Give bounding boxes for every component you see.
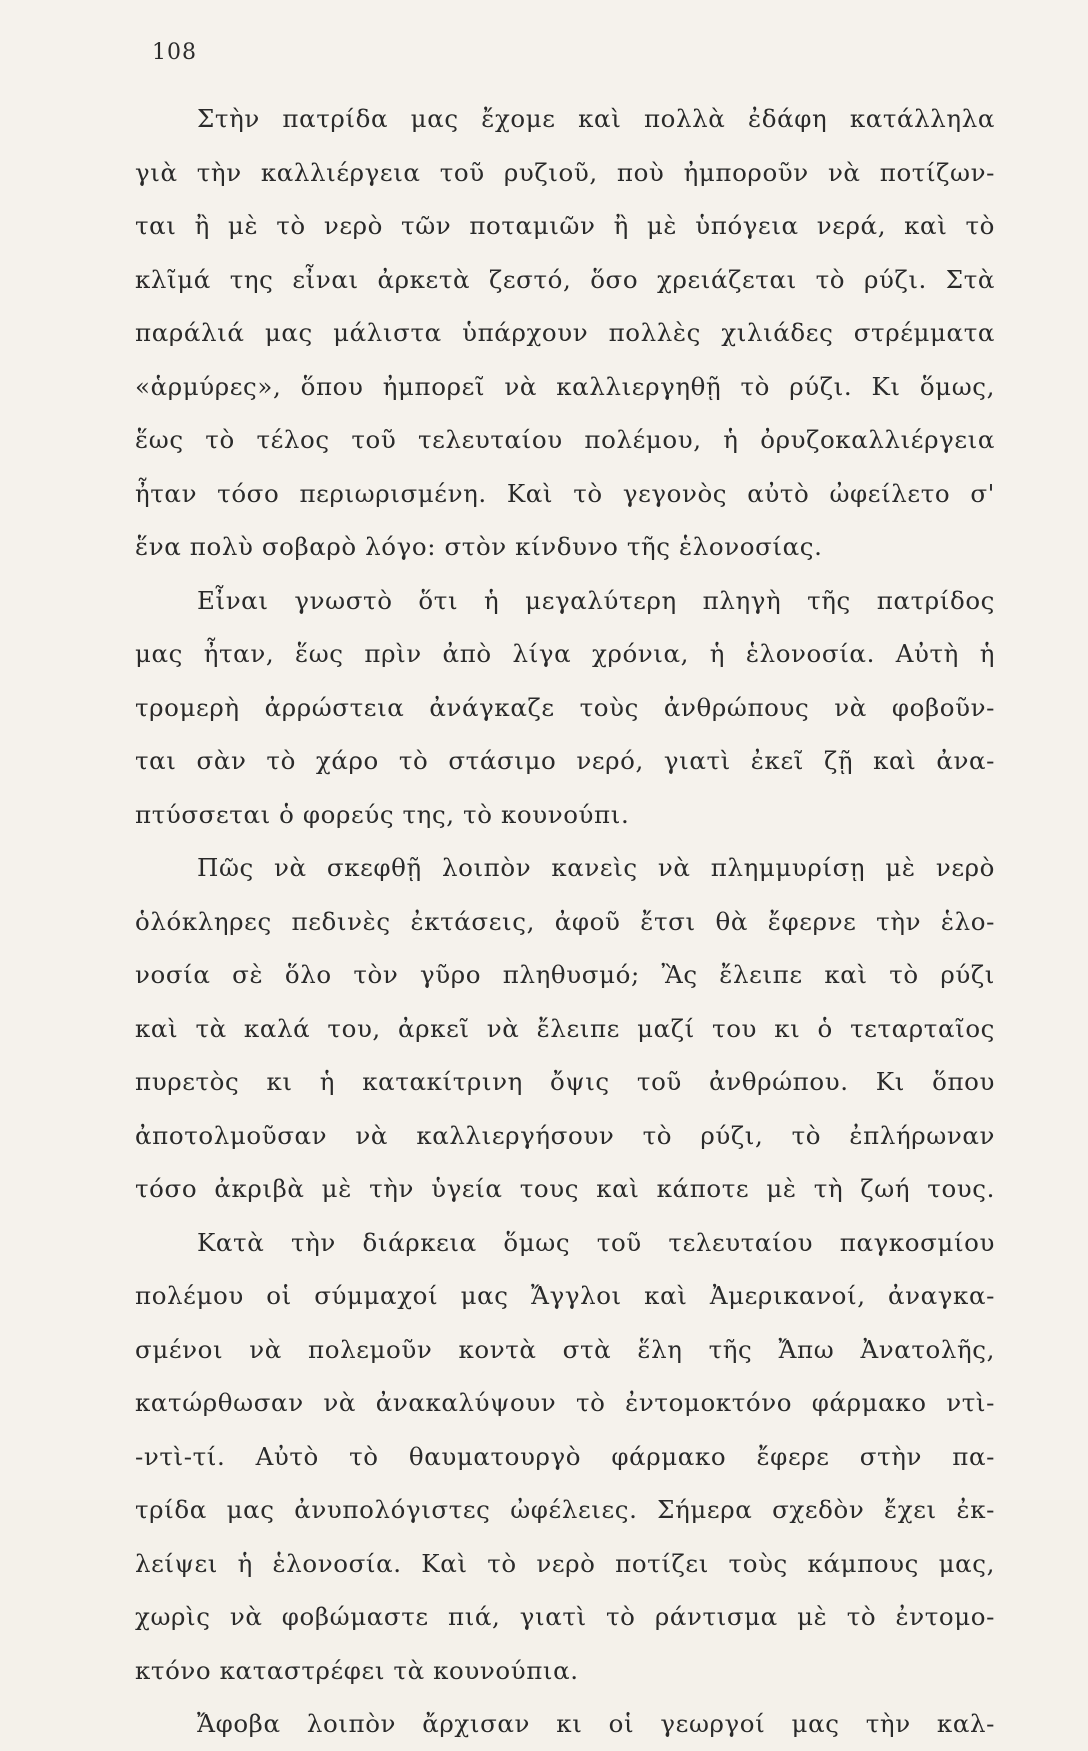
paragraph-first-line: Ἄφοβα λοιπὸν ἄρχισαν κι οἱ γεωργοί μας τὴν καλ- (197, 1709, 995, 1738)
text-line: καὶ τὰ καλά του, ἀρκεῖ νὰ ἔλειπε μαζί του κι ὁ τεταρταῖος (135, 1013, 995, 1043)
text-line: τόσο ἀκριβὰ μὲ τὴν ὑγεία τους καὶ κάποτε μὲ τὴ ζωή τους. (135, 1174, 995, 1203)
text-line: λείψει ἡ ἑλονοσία. Καὶ τὸ νερὸ ποτίζει τοὺς κάμπους μας, (135, 1548, 995, 1578)
text-line: νοσία σὲ ὅλο τὸν γῦρο πληθυσμό; Ἂς ἔλειπε καὶ τὸ ρύζι (135, 960, 995, 989)
text-line: ὁλόκληρες πεδινὲς ἐκτάσεις, ἀφοῦ ἔτσι θὰ ἔφερνε τὴν ἑλο- (135, 906, 995, 936)
text-line: τρίδα μας ἀνυπολόγιστες ὠφέλειες. Σήμερα σχεδὸν ἔχει ἐκ- (135, 1495, 995, 1524)
paragraph-first-line: Στὴν πατρίδα μας ἔχομε καὶ πολλὰ ἐδάφη κατάλληλα (197, 104, 995, 133)
text-line: ται σὰν τὸ χάρο τὸ στάσιμο νερό, γιατὶ ἐκεῖ ζῇ καὶ ἀνα- (135, 746, 995, 775)
text-line: σμένοι νὰ πολεμοῦν κοντὰ στὰ ἕλη τῆς Ἄπω Ἀνατολῆς, (135, 1334, 995, 1364)
paragraph-first-line: Κατὰ τὴν διάρκεια ὅμως τοῦ τελευταίου παγκοσμίου (197, 1227, 995, 1257)
text-line: ἦταν τόσο περιωρισμένη. Καὶ τὸ γεγονὸς αὐτὸ ὠφείλετο σ' (135, 478, 995, 508)
text-line: πυρετὸς κι ἡ κατακίτρινη ὄψις τοῦ ἀνθρώπου. Κι ὅπου (135, 1067, 995, 1096)
paragraph-first-line: Εἶναι γνωστὸ ὅτι ἡ μεγαλύτερη πληγὴ τῆς πατρίδος (197, 585, 995, 615)
text-line: χωρὶς νὰ φοβώμαστε πιά, γιατὶ τὸ ράντισμα μὲ τὸ ἐντομο- (135, 1602, 995, 1631)
body-text (135, 92, 995, 1751)
text-line: κατώρθωσαν νὰ ἀνακαλύψουν τὸ ἐντομοκτόνο φάρμακο ντὶ- (135, 1388, 995, 1417)
text-line: κλῖμά της εἶναι ἀρκετὰ ζεστό, ὅσο χρειάζεται τὸ ρύζι. Στὰ (135, 264, 995, 294)
text-line: -ντὶ-τί. Αὐτὸ τὸ θαυματουργὸ φάρμακο ἔφερε στὴν πα- (135, 1441, 995, 1471)
text-line: πτύσσεται ὁ φορεύς της, τὸ κουνούπι. (135, 799, 630, 829)
text-line: κτόνο καταστρέφει τὰ κουνούπια. (135, 1655, 579, 1685)
text-line: μας ἦταν, ἕως πρὶν ἀπὸ λίγα χρόνια, ἡ ἑλονοσία. Αὐτὴ ἡ (135, 639, 995, 668)
page-number: 108 (152, 40, 197, 65)
text-line: ἕως τὸ τέλος τοῦ τελευταίου πολέμου, ἡ ὀρυζοκαλλιέργεια (135, 425, 995, 454)
text-line: ἕνα πολὺ σοβαρὸ λόγο: στὸν κίνδυνο τῆς ἑλονοσίας. (135, 532, 823, 561)
text-line: «ἁρμύρες», ὅπου ἠμπορεῖ νὰ καλλιεργηθῇ τὸ ρύζι. Κι ὅμως, (135, 371, 995, 401)
text-line: γιὰ τὴν καλλιέργεια τοῦ ρυζιοῦ, ποὺ ἠμποροῦν νὰ ποτίζων- (135, 157, 995, 187)
text-line: τρομερὴ ἀρρώστεια ἀνάγκαζε τοὺς ἀνθρώπους νὰ φοβοῦν- (135, 692, 995, 722)
text-line: ἀποτολμοῦσαν νὰ καλλιεργήσουν τὸ ρύζι, τὸ ἐπλήρωναν (135, 1120, 995, 1150)
text-line: πολέμου οἱ σύμμαχοί μας Ἄγγλοι καὶ Ἀμερικανοί, ἀναγκα- (135, 1281, 995, 1310)
text-line: ται ἢ μὲ τὸ νερὸ τῶν ποταμιῶν ἢ μὲ ὑπόγεια νερά, καὶ τὸ (135, 211, 995, 240)
paragraph-first-line: Πῶς νὰ σκεφθῇ λοιπὸν κανεὶς νὰ πλημμυρίσῃ μὲ νερὸ (197, 853, 995, 882)
text-line: παράλιά μας μάλιστα ὑπάρχουν πολλὲς χιλιάδες στρέμματα (135, 318, 995, 347)
